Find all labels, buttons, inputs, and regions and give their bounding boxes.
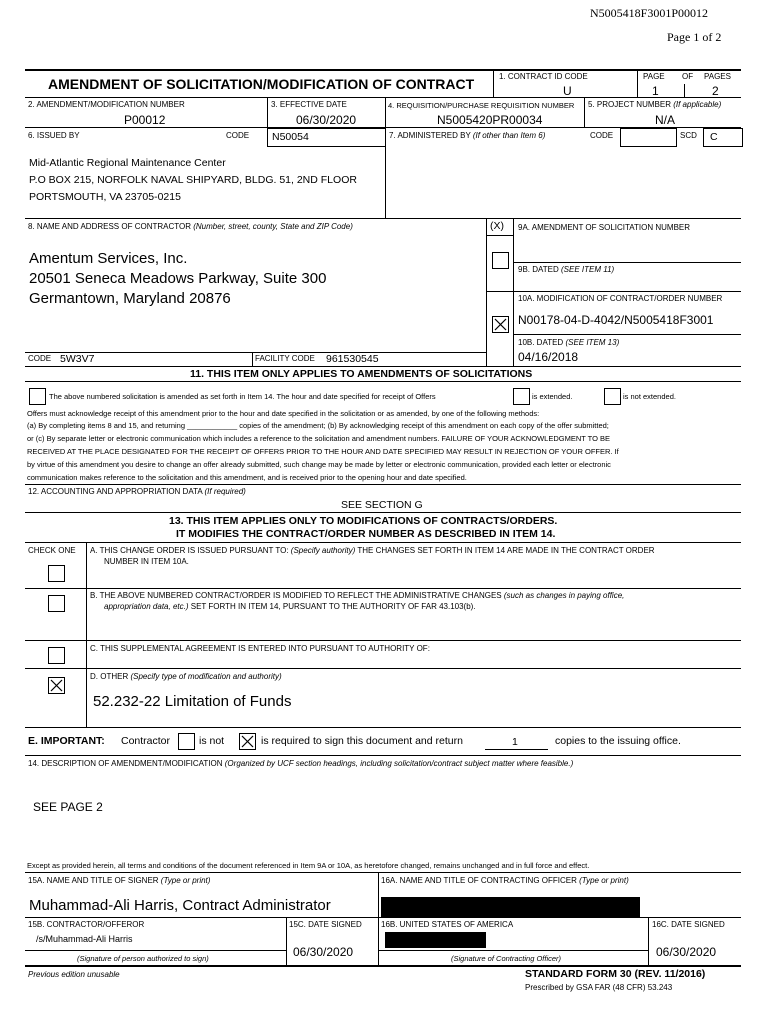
amend-num-value: P00012 — [124, 113, 166, 127]
item11-heading: 11. THIS ITEM ONLY APPLIES TO AMENDMENTS OF SOLICITATIONS — [190, 368, 533, 380]
divider — [486, 218, 487, 366]
item10-checkbox[interactable] — [492, 316, 509, 333]
item15a-label: 15A. NAME AND TITLE OF SIGNER (Type or print) — [28, 876, 211, 885]
is-required-label: is required to sign this document and return — [261, 735, 463, 747]
item12-label: 12. ACCOUNTING AND APPROPRIATION DATA (If required) — [28, 487, 246, 496]
item13c-line: C. THIS SUPPLEMENTAL AGREEMENT IS ENTERED INTO PURSUANT TO AUTHORITY OF: — [90, 644, 430, 653]
row-line — [25, 872, 741, 873]
item14-label: 14. DESCRIPTION OF AMENDMENT/MODIFICATION (Organized by UCF section headings, including solicitation/contract subject matter where feasible.) — [28, 759, 574, 768]
facility-code-label: FACILITY CODE — [255, 354, 315, 363]
item10b-value: 04/16/2018 — [518, 350, 579, 364]
row-line — [25, 218, 741, 219]
item11-para-5: by virtue of this amendment you desire to change an offer already submitted, such change may be made by letter or electronic communication, provided each letter or electronic — [27, 460, 611, 469]
item13-heading-1: 13. THIS ITEM APPLIES ONLY TO MODIFICATIONS OF CONTRACTS/ORDERS. — [169, 515, 558, 527]
divider — [267, 97, 268, 127]
row-line — [25, 917, 741, 918]
form-name: STANDARD FORM 30 (REV. 11/2016) — [525, 968, 706, 980]
copies-value: 1 — [512, 736, 518, 748]
divider — [584, 97, 585, 127]
item15b-label: 15B. CONTRACTOR/OFFEROR — [28, 920, 145, 929]
divider — [86, 542, 87, 727]
req-num-label: 4. REQUISITION/PURCHASE REQUISITION NUMBER — [388, 101, 575, 110]
amend-num-label: 2. AMENDMENT/MODIFICATION NUMBER — [28, 100, 185, 109]
divider — [493, 70, 494, 97]
item13d-checkbox[interactable] — [48, 677, 65, 694]
contractor-line-3: Germantown, Maryland 20876 — [29, 290, 231, 307]
is-required-checkbox[interactable] — [239, 733, 256, 750]
admin-code-label: CODE — [590, 131, 614, 140]
is-not-label: is not — [199, 735, 225, 747]
divider — [385, 127, 386, 218]
is-not-checkbox[interactable] — [178, 733, 195, 750]
item16c-value: 06/30/2020 — [656, 945, 717, 959]
effective-date-value: 06/30/2020 — [296, 113, 357, 127]
row-line — [485, 749, 548, 750]
redacted-contracting-officer-signature — [385, 932, 486, 948]
item11-para-2: (a) By completing items 8 and 15, and returning ____________ copies of the amendment; (b) By acknowledging receipt of this amendment on each copy of the offer submitted; — [27, 421, 609, 430]
page-indicator: Page 1 of 2 — [667, 30, 722, 44]
of-label: OF — [682, 72, 694, 81]
item13a-checkbox[interactable] — [48, 565, 65, 582]
row-line — [25, 512, 741, 513]
scd-value: C — [710, 131, 718, 143]
item11-para-6: communication makes reference to the solicitation and this amendment, and is received prior to the opening hour and date specified. — [27, 473, 467, 482]
item13-heading-2: IT MODIFIES THE CONTRACT/ORDER NUMBER AS DESCRIBED IN ITEM 14. — [176, 528, 556, 540]
check-one-label: CHECK ONE — [28, 546, 76, 555]
form-top-border — [25, 69, 741, 71]
form-bottom-border — [25, 965, 741, 967]
req-num-value: N5005420PR00034 — [437, 113, 543, 127]
effective-date-label: 3. EFFECTIVE DATE — [271, 100, 347, 109]
divider — [252, 352, 253, 366]
pages-value: 2 — [712, 84, 719, 98]
issued-code-value: N50054 — [272, 131, 309, 143]
issuer-line-2: P.O BOX 215, NORFOLK NAVAL SHIPYARD, BLDG. 51, 2ND FLOOR — [29, 174, 357, 186]
item16b-signature-note: (Signature of Contracting Officer) — [451, 954, 562, 963]
redacted-contracting-officer-name — [381, 897, 640, 917]
contractor-label: 8. NAME AND ADDRESS OF CONTRACTOR (Number, street, county, State and ZIP Code) — [28, 222, 353, 231]
divider — [385, 97, 386, 127]
admin-code-box — [620, 128, 677, 147]
row-line — [25, 366, 741, 367]
issuer-line-3: PORTSMOUTH, VA 23705-0215 — [29, 191, 181, 203]
item11-para-4: RECEIVED AT THE PLACE DESIGNATED FOR THE RECEIPT OF OFFERS PRIOR TO THE HOUR AND DATE SPECIFIED MAY RESULT IN REJECTION OF YOUR OFFER. If — [27, 447, 619, 456]
item16a-label: 16A. NAME AND TITLE OF CONTRACTING OFFICER (Type or print) — [381, 876, 629, 885]
item14-value: SEE PAGE 2 — [33, 800, 103, 814]
item10a-value: N00178-04-D-4042/N5005418F3001 — [518, 313, 714, 327]
scd-label: SCD — [680, 131, 697, 140]
row-line — [25, 668, 741, 669]
row-line — [513, 334, 741, 335]
item13a-line2: NUMBER IN ITEM 10A. — [104, 557, 189, 566]
item16c-label: 16C. DATE SIGNED — [652, 920, 725, 929]
page-value: 1 — [652, 84, 659, 98]
row-line — [25, 484, 741, 485]
item10b-label: 10B. DATED (SEE ITEM 13) — [518, 338, 620, 347]
item10a-label: 10A. MODIFICATION OF CONTRACT/ORDER NUMBER — [518, 294, 723, 303]
item13b-line2: appropriation data, etc.) SET FORTH IN ITEM 14, PURSUANT TO THE AUTHORITY OF FAR 43.103(b). — [104, 602, 476, 611]
prescribed-by: Prescribed by GSA FAR (48 CFR) 53.243 — [525, 983, 673, 992]
is-extended-label: is extended. — [532, 392, 573, 401]
except-text: Except as provided herein, all terms and conditions of the document referenced in Item 9A or 10A, as heretofore changed, remains unchanged and in full force and effect. — [27, 861, 590, 870]
important-label: E. IMPORTANT: — [28, 735, 105, 747]
contract-id-value: U — [563, 84, 572, 98]
x-column-label: (X) — [490, 220, 504, 232]
item15b-value: /s/Muhammad-Ali Harris — [36, 934, 133, 944]
item12-value: SEE SECTION G — [341, 499, 423, 511]
item13d-value: 52.232-22 Limitation of Funds — [93, 693, 292, 710]
administered-by-label: 7. ADMINISTERED BY (If other than Item 6) — [389, 131, 546, 140]
contractor-code-value: 5W3V7 — [60, 353, 95, 365]
contractor-line-2: 20501 Seneca Meadows Parkway, Suite 300 — [29, 270, 327, 287]
scd-box — [703, 128, 743, 147]
item9-checkbox[interactable] — [492, 252, 509, 269]
document-id: N5005418F3001P00012 — [590, 6, 709, 20]
row-line — [25, 97, 741, 98]
row-line — [513, 262, 741, 263]
row-line — [486, 235, 513, 236]
pages-label: PAGES — [704, 72, 731, 81]
item15c-label: 15C. DATE SIGNED — [289, 920, 362, 929]
item13a-line1: A. THIS CHANGE ORDER IS ISSUED PURSUANT TO: (Specify authority) THE CHANGES SET FORTH IN ITEM 14 ARE MADE IN THE CONTRACT ORDER — [90, 546, 655, 555]
item9a-label: 9A. AMENDMENT OF SOLICITATION NUMBER — [518, 223, 691, 232]
item13d-line: D. OTHER (Specify type of modification and authority) — [90, 672, 282, 681]
contractor-code-label: CODE — [28, 354, 52, 363]
row-line — [25, 755, 741, 756]
divider — [648, 917, 649, 965]
previous-edition-note: Previous edition unusable — [28, 970, 120, 979]
issued-code-label: CODE — [226, 131, 250, 140]
contractor-line-1: Amentum Services, Inc. — [29, 250, 188, 267]
item15c-value: 06/30/2020 — [293, 945, 354, 959]
item13c-checkbox[interactable] — [48, 647, 65, 664]
divider — [684, 84, 685, 97]
item11-line1: The above numbered solicitation is amended as set forth in Item 14. The hour and date specified for receipt of Offers — [49, 392, 436, 401]
item11-solicitation-checkbox[interactable] — [29, 388, 46, 405]
divider — [637, 70, 638, 97]
item15a-value: Muhammad-Ali Harris, Contract Administrator — [29, 897, 331, 914]
item13b-line1: B. THE ABOVE NUMBERED CONTRACT/ORDER IS MODIFIED TO REFLECT THE ADMINISTRATIVE CHANGES (such as changes in paying office, — [90, 591, 625, 600]
issuer-line-1: Mid-Atlantic Regional Maintenance Center — [29, 157, 226, 169]
row-line — [25, 381, 741, 382]
page-label: PAGE — [643, 72, 665, 81]
project-num-value: N/A — [655, 113, 676, 127]
not-extended-label: is not extended. — [623, 392, 676, 401]
contract-id-label: 1. CONTRACT ID CODE — [499, 72, 588, 81]
item16b-label: 16B. UNITED STATES OF AMERICA — [381, 920, 514, 929]
item11-para-3: or (c) By separate letter or electronic communication which includes a reference to the solicitation and amendment numbers. FAILURE OF YOUR ACKNOWLEDGMENT TO BE — [27, 434, 611, 443]
row-line — [486, 291, 741, 292]
row-line — [25, 542, 741, 543]
row-line — [25, 640, 741, 641]
facility-code-value: 961530545 — [326, 353, 379, 365]
is-extended-checkbox[interactable] — [513, 388, 530, 405]
issued-by-label: 6. ISSUED BY — [28, 131, 80, 140]
contractor-word: Contractor — [121, 735, 171, 747]
divider — [378, 872, 379, 965]
not-extended-checkbox[interactable] — [604, 388, 621, 405]
row-line — [378, 950, 648, 951]
row-line — [25, 588, 741, 589]
copies-label: copies to the issuing office. — [555, 735, 681, 747]
item9b-label: 9B. DATED (SEE ITEM 11) — [518, 265, 615, 274]
project-num-label: 5. PROJECT NUMBER (If applicable) — [588, 100, 722, 109]
divider — [286, 917, 287, 965]
row-line — [25, 950, 286, 951]
divider — [513, 218, 514, 366]
item13b-checkbox[interactable] — [48, 595, 65, 612]
form-title: AMENDMENT OF SOLICITATION/MODIFICATION OF CONTRACT — [48, 76, 475, 92]
item15b-signature-note: (Signature of person authorized to sign) — [77, 954, 209, 963]
row-line — [25, 727, 741, 728]
item11-para-1: Offers must acknowledge receipt of this amendment prior to the hour and date specified in the solicitation or as amended, by one of the following methods: — [27, 409, 540, 418]
